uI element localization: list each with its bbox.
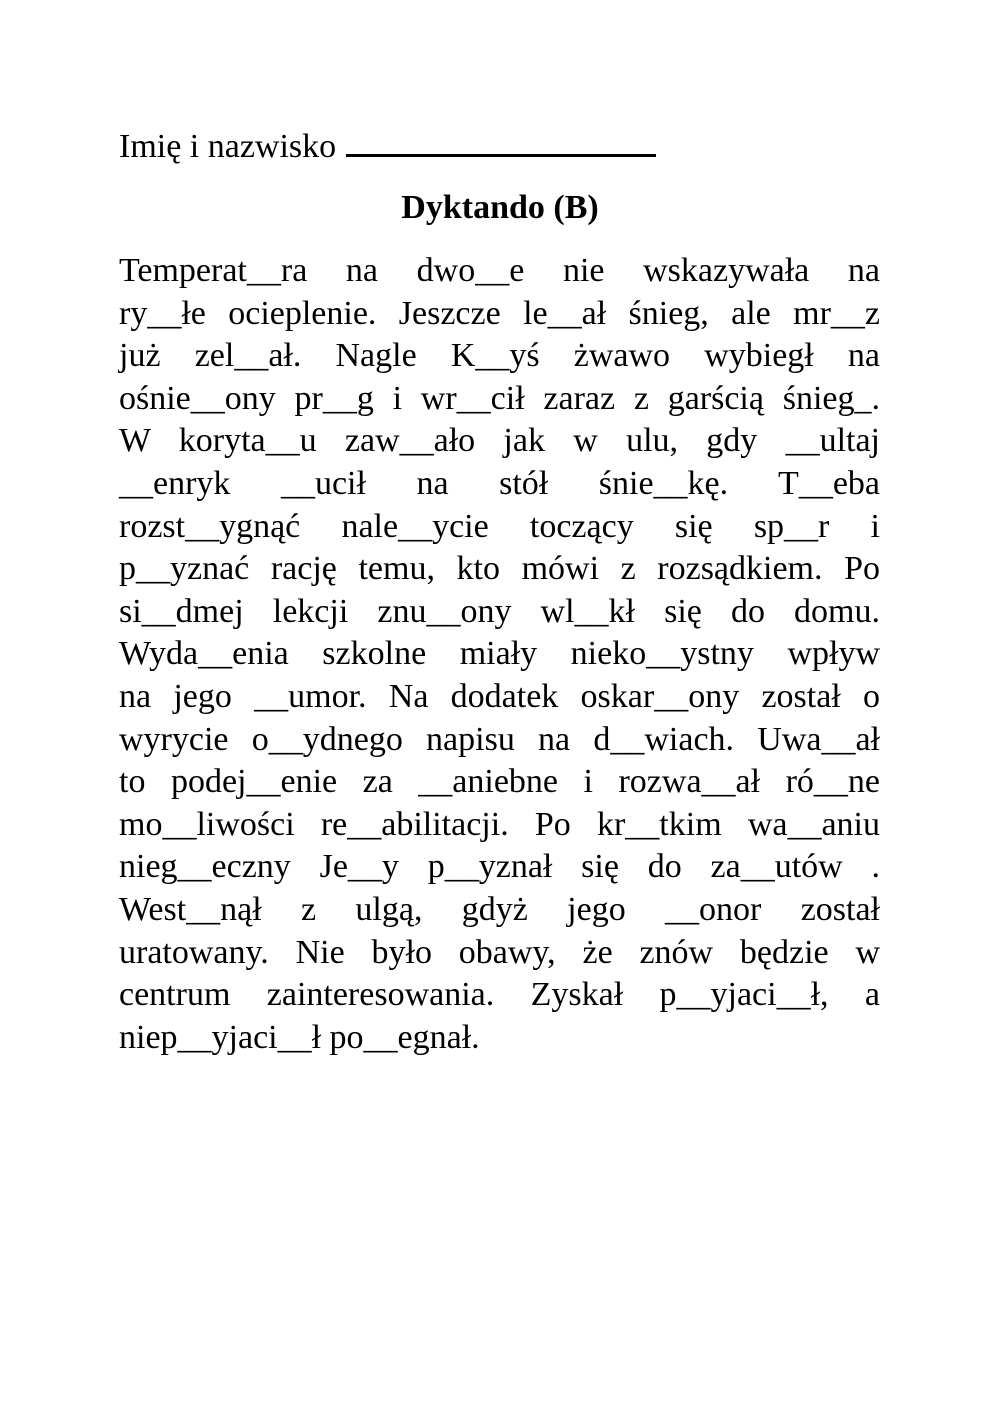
name-blank-line	[346, 118, 656, 157]
text-line: Temperat__ra na dwo__e nie wskazywała na	[119, 252, 880, 289]
text-line: centrum zainteresowania. Zyskał p__yjaci__ł, a	[119, 976, 880, 1014]
text-line: ry__łe ocieplenie. Jeszcze le__ał śnieg, ale mr__z	[119, 294, 880, 332]
text-line: Wyda__enia szkolne miały nieko__ystny wpływ	[119, 635, 880, 673]
text-line: wyrycie o__ydnego napisu na d__wiach. Uwa__ał	[119, 720, 880, 758]
text-line: ośnie__ony pr__g i wr__cił zaraz z garścią śnieg_.	[119, 379, 880, 417]
text-line: W koryta__u zaw__ało jak w ulu, gdy __ultaj	[119, 422, 880, 460]
text-line: niep__yjaci__ł po__egnał.	[119, 1018, 480, 1056]
text-line: West__nął z ulgą, gdyż jego __onor został	[119, 890, 880, 928]
text-line: __enryk __ucił na stół śnie__kę. T__eba	[119, 464, 880, 502]
dictation-text	[119, 250, 880, 1059]
text-line: już zel__ał. Nagle K__yś żwawo wybiegł na	[119, 337, 880, 375]
text-line: na jego __umor. Na dodatek oskar__ony został o	[119, 677, 880, 715]
text-line: mo__liwości re__abilitacji. Po kr__tkim wa__aniu	[119, 805, 880, 843]
worksheet-title: Dyktando (B)	[401, 189, 599, 226]
text-line: nieg__eczny Je__y p__yznał się do za__utów .	[119, 848, 880, 886]
text-line: rozst__ygnąć nale__ycie toczący się sp__r i	[119, 507, 880, 545]
text-line: p__yznać rację temu, kto mówi z rozsądkiem. Po	[119, 550, 880, 588]
name-field-row	[119, 118, 679, 170]
text-line: uratowany. Nie było obawy, że znów będzie w	[119, 933, 880, 971]
text-line: to podej__enie za __aniebne i rozwa__ał ró__ne	[119, 763, 880, 801]
name-label: Imię i nazwisko	[119, 128, 337, 165]
text-line: si__dmej lekcji znu__ony wl__kł się do domu.	[119, 592, 880, 630]
